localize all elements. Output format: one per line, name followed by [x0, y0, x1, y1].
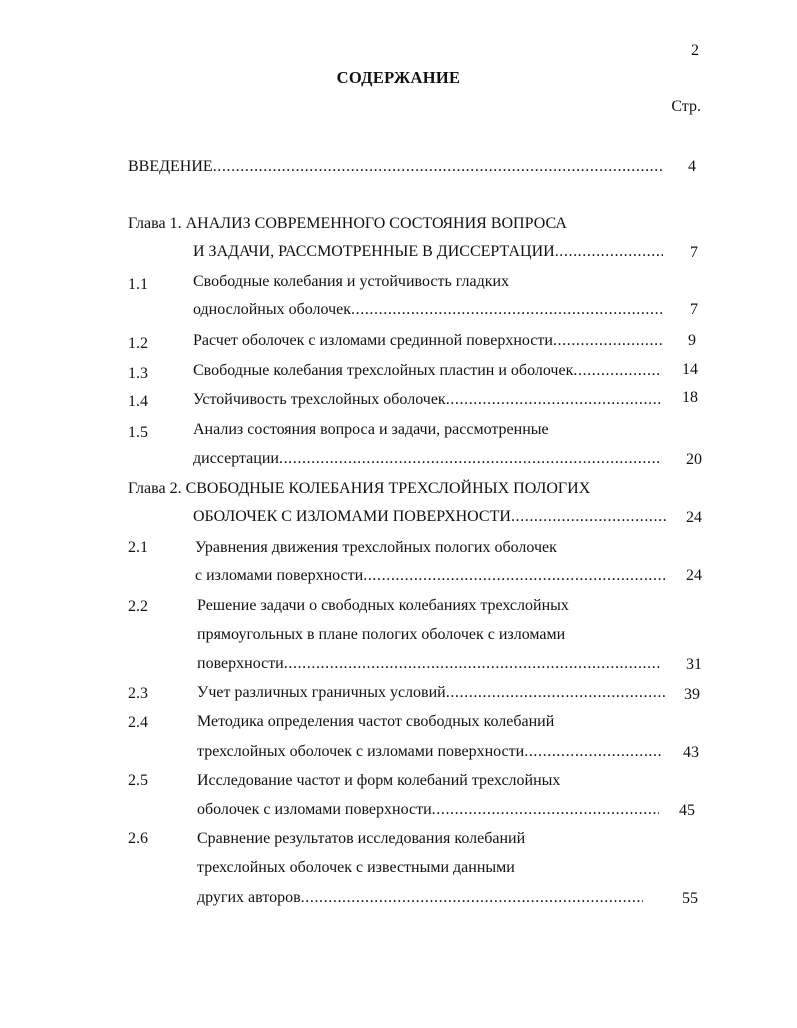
toc-entry-text: Сравнение результатов исследования колебаний [197, 830, 526, 847]
section-number: 2.6 [128, 830, 148, 847]
toc-page-number: 18 [682, 389, 698, 406]
toc-entry-1-1 [193, 298, 662, 320]
toc-entry-text: Методика определения частот свободных колебаний [197, 713, 555, 730]
toc-entry-text: Анализ состояния вопроса и задачи, рассмотренные [193, 421, 549, 438]
toc-entry-text: диссертации [193, 450, 279, 467]
leader-dots [446, 390, 662, 410]
toc-page-number: 9 [688, 332, 696, 349]
page-number: 2 [691, 42, 699, 59]
toc-entry-text: Устойчивость трехслойных оболочек [193, 391, 446, 408]
toc-page-number: 39 [684, 686, 700, 703]
leader-dots [284, 654, 662, 674]
toc-entry-text: с изломами поверхности [195, 567, 364, 584]
toc-entry-2-4 [197, 740, 662, 762]
toc-page-number: 20 [686, 451, 702, 468]
toc-page-number: 31 [686, 656, 702, 673]
leader-dots [213, 157, 662, 177]
toc-entry-text: Учет различных граничных условий [197, 684, 446, 701]
toc-entry-text: однослойных оболочек [193, 301, 352, 318]
section-number: 2.5 [128, 772, 148, 789]
toc-page-number: 24 [686, 509, 702, 526]
toc-page-number: 45 [679, 802, 695, 819]
toc-entry-ch2 [193, 505, 667, 527]
toc-entry-2-6 [197, 886, 643, 908]
toc-entry-text: трехслойных оболочек с изломами поверхности [197, 743, 525, 760]
page-title: СОДЕРЖАНИЕ [336, 68, 461, 87]
section-number: 2.1 [128, 539, 148, 556]
leader-dots [573, 361, 662, 381]
toc-entry-text: Исследование частот и форм колебаний трехслойных [197, 772, 561, 789]
toc-entry-2-3 [197, 681, 665, 703]
toc-page-number: 7 [690, 244, 698, 261]
section-number: 1.2 [128, 335, 148, 352]
toc-entry-text: Свободные колебания и устойчивость гладких [193, 273, 510, 290]
leader-dots [553, 331, 662, 351]
toc-entry-2-5 [197, 798, 659, 820]
toc-page-number: 7 [690, 301, 698, 318]
toc-entry-text: прямоугольных в плане пологих оболочек с изломами [197, 626, 566, 643]
toc-entry-1-4 [193, 388, 662, 410]
toc-entry-text: оболочек с изломами поверхности [197, 801, 432, 818]
leader-dots [351, 300, 662, 320]
section-number: 1.4 [128, 393, 148, 410]
toc-entry-text: И ЗАДАЧИ, РАССМОТРЕННЫЕ В ДИССЕРТАЦИИ [193, 243, 555, 260]
leader-dots [279, 449, 662, 469]
chapter-heading: Глава 1. АНАЛИЗ СОВРЕМЕННОГО СОСТОЯНИЯ ВОПРОСА [128, 215, 567, 232]
toc-entry-text: Уравнения движения трехслойных пологих оболочек [195, 539, 557, 556]
leader-dots [432, 800, 659, 820]
toc-entry-2-2 [197, 652, 662, 674]
section-number: 2.2 [128, 598, 148, 615]
section-number: 1.5 [128, 424, 148, 441]
leader-dots [555, 242, 663, 262]
toc-page-number: 4 [688, 158, 696, 175]
toc-entry-text: поверхности [197, 655, 284, 672]
leader-dots [524, 742, 662, 762]
toc-entry-text: Расчет оболочек с изломами срединной поверхности [193, 332, 553, 349]
toc-entry-text: Решение задачи о свободных колебаниях трехслойных [197, 597, 569, 614]
toc-page-number: 14 [682, 361, 698, 378]
section-number: 2.3 [128, 685, 148, 702]
toc-entry-1-2 [193, 329, 662, 351]
toc-page-number: 55 [682, 890, 698, 907]
toc-entry-text: других авторов [197, 889, 301, 906]
toc-entry-text: Свободные колебания трехслойных пластин и оболочек [193, 362, 574, 379]
toc-entry-1-5 [193, 447, 662, 469]
toc-page-number: 24 [686, 567, 702, 584]
toc-entry-ch1 [193, 240, 663, 262]
page-column-label: Стр. [671, 98, 701, 115]
leader-dots [511, 507, 667, 527]
section-number: 1.1 [128, 276, 148, 293]
toc-entry-intro [128, 155, 662, 177]
leader-dots [446, 683, 665, 703]
toc-entry-text: ОБОЛОЧЕК С ИЗЛОМАМИ ПОВЕРХНОСТИ [193, 508, 511, 525]
section-number: 2.4 [128, 714, 148, 731]
leader-dots [301, 888, 643, 908]
section-number: 1.3 [128, 365, 148, 382]
toc-page-number: 43 [683, 744, 699, 761]
leader-dots [363, 566, 665, 586]
toc-entry-text: трехслойных оболочек с известными данными [197, 859, 515, 876]
toc-entry-text: ВВЕДЕНИЕ [128, 158, 213, 175]
chapter-heading: Глава 2. СВОБОДНЫЕ КОЛЕБАНИЯ ТРЕХСЛОЙНЫХ ПОЛОГИХ [128, 480, 591, 497]
toc-entry-1-3 [193, 359, 662, 381]
toc-entry-2-1 [195, 564, 665, 586]
